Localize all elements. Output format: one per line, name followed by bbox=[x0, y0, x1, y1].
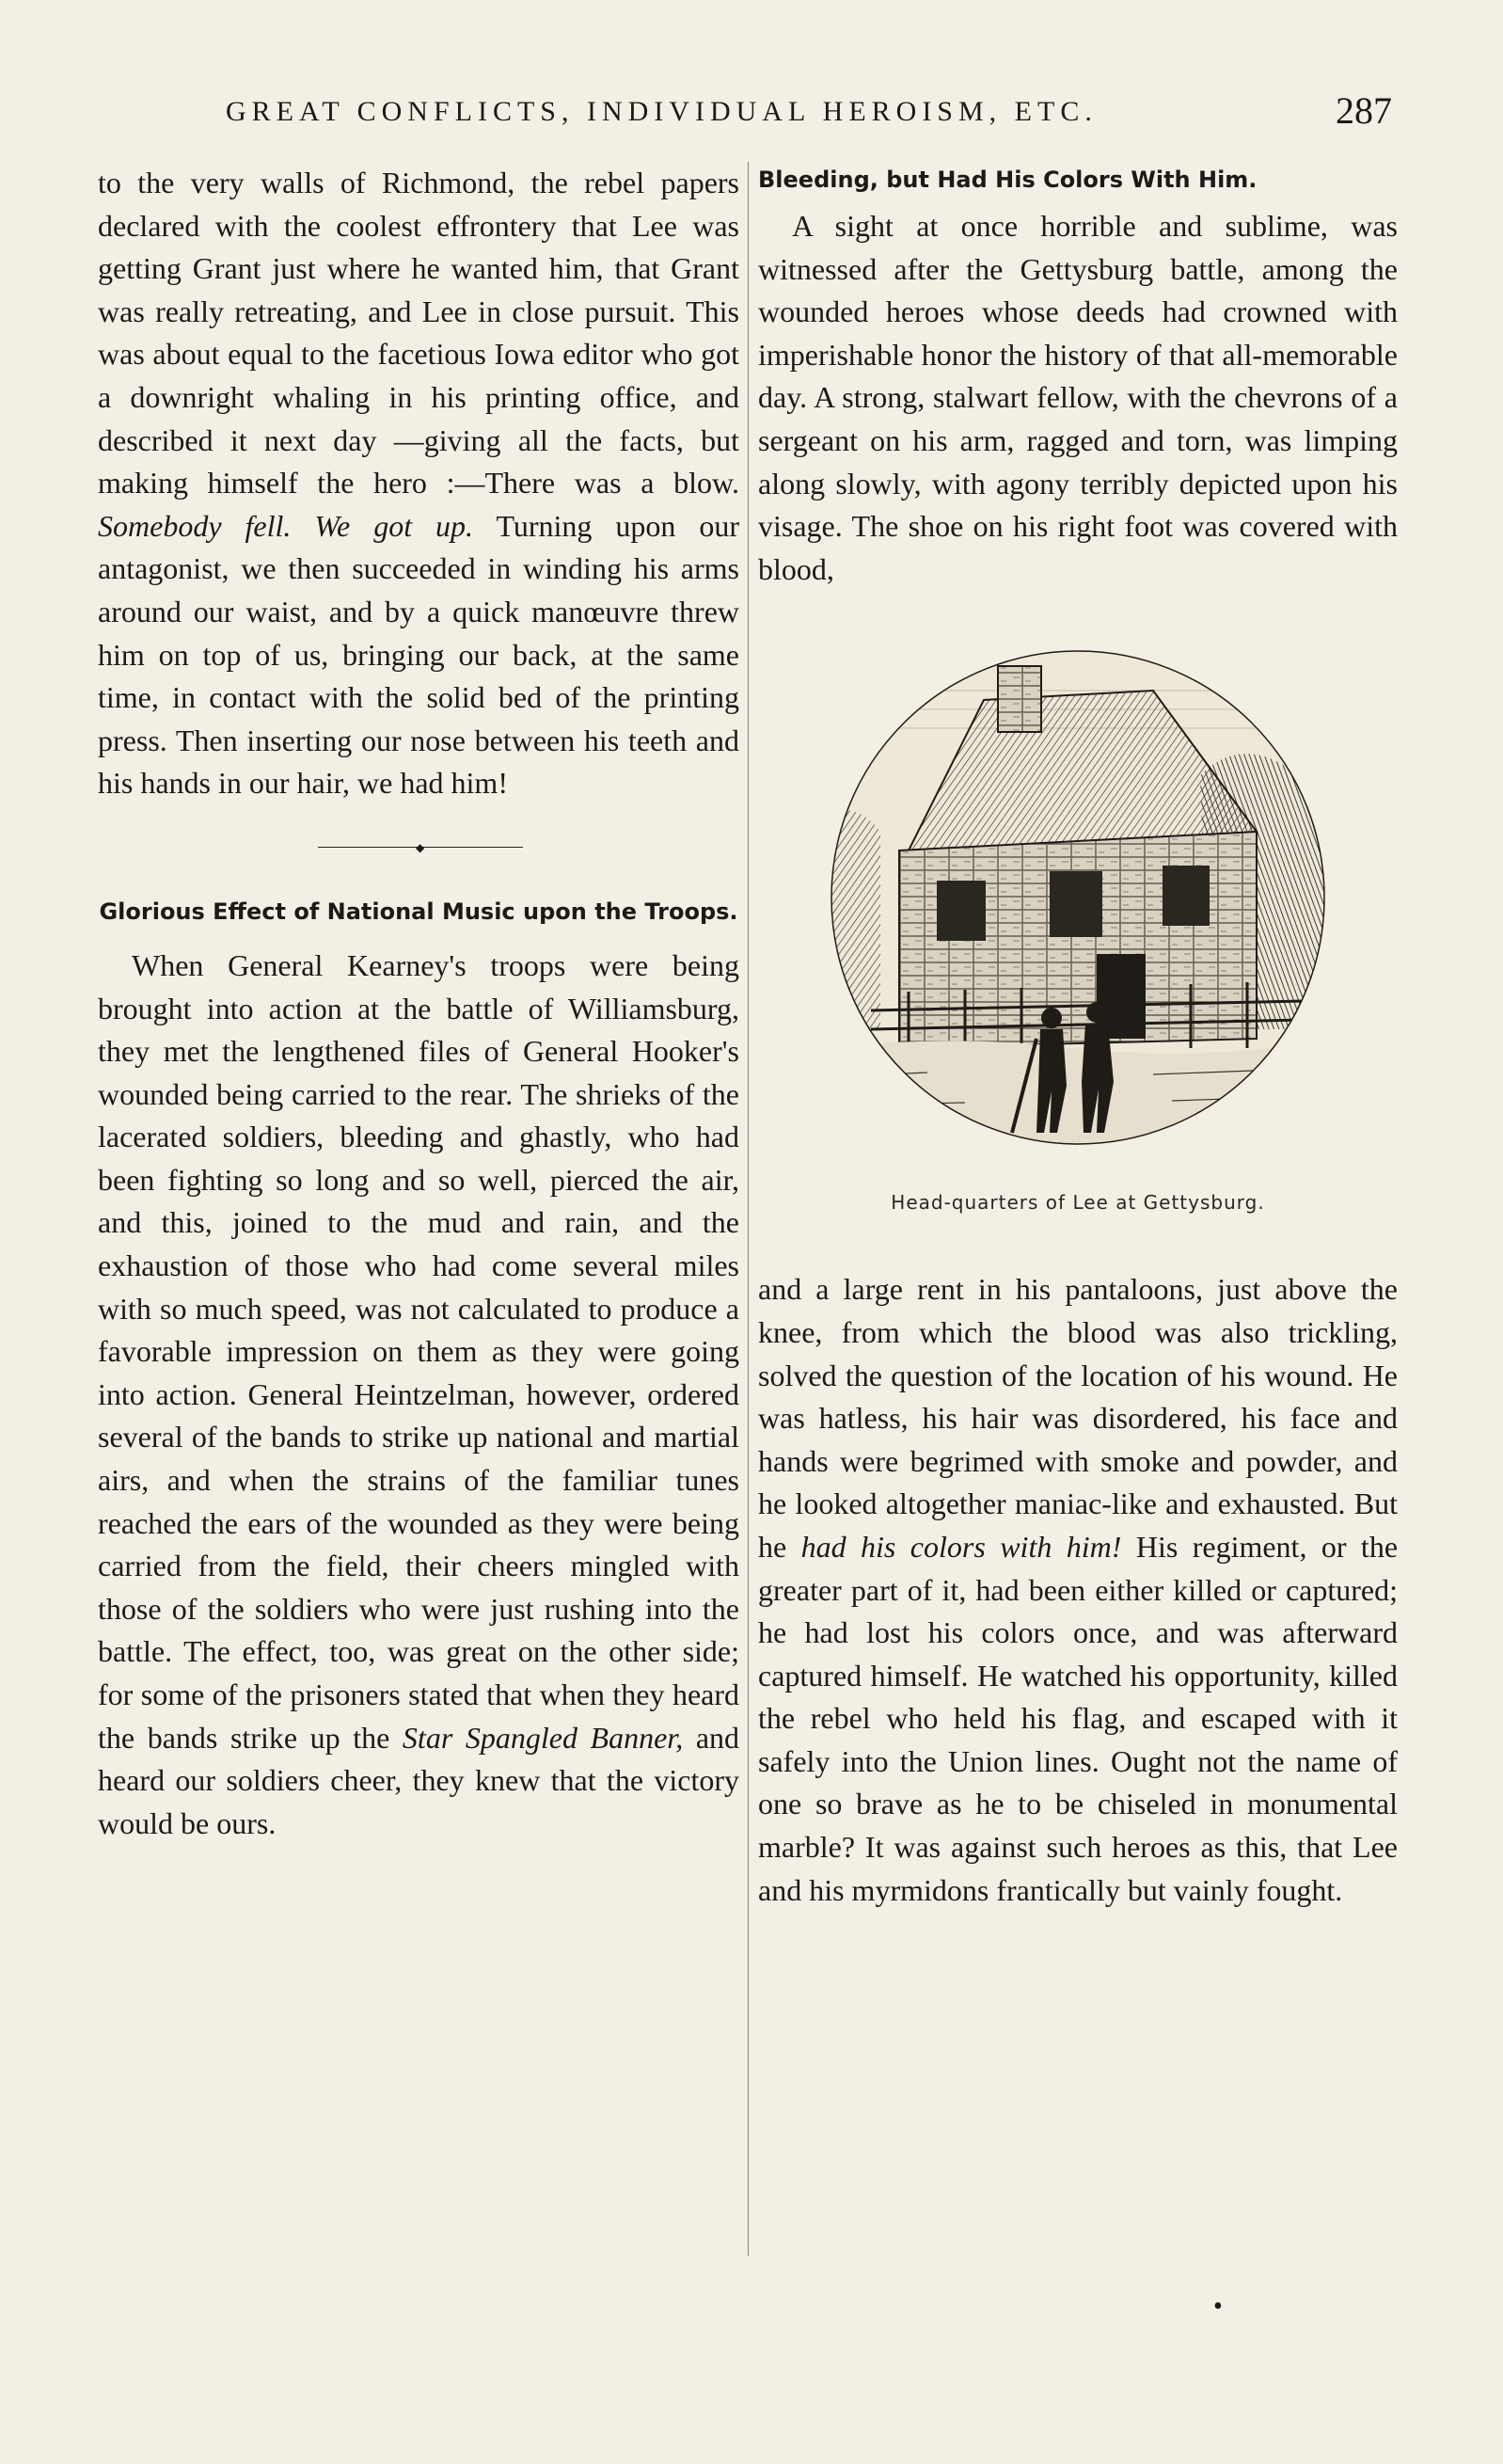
national-music-text-end: and heard our soldiers cheer, they knew that the victory would be ours. bbox=[98, 1720, 740, 1840]
running-head bbox=[226, 90, 1392, 137]
continued-text-start: to the very walls of Richmond, the rebel papers declared with the coolest effrontery that Lee was getting Grant just where he wanted him, that Grant was really retreating, and Lee in close pursuit. This was about equal to the facetious Iowa editor who got a downright whaling in his printing office, and described it next day —giving all the facts, but making himself the hero :—There was a blow. bbox=[98, 166, 739, 501]
section-title-colors: Bleeding, but Had His Colors With Him. bbox=[758, 167, 1258, 193]
colors-text-end: His regiment, or the greater part of it, had been either killed or captured; he had lost his colors once, and was afterward captured himself. He watched his opportunity, killed the rebel who held his flag, and escaped with it safely into the Union lines. Ought not the name of one so brave as he to be chiseled in monumental marble? It was against such heroes as this, that Lee and his myrmidons frantically but vainly fought. bbox=[758, 1529, 1399, 1907]
national-music-text-start: When General Kearney's troops were being brought into action at the battle of Williamsburg, they met the lengthened files of General Hooker's wounded being carried to the rear. The shrieks of the lacerated soldiers, bleeding and ghastly, who had been fighting so long and so well, pierced the air, and this, joined to the mud and rain, and the exhaustion of those who had come several miles with so much speed, was not calculated to produce a favorable impression on them as they were going into action. General Heintzelman, however, ordered several of the bands to strike up national and martial airs, and when the strains of the familiar tunes reached the ears of the wounded as they were being carried from the field, their cheers mingled with those of the soldiers who were just rushing into the battle. The effect, too, was great on the other side; for some of the prisoners stated that when they heard the bands strike up the bbox=[98, 947, 739, 1755]
colors-paragraph-top: A sight at once horrible and sublime, was witnessed after the Gettysburg battle, among the wounded heroes whose deeds had crowned with imperishable honor the history of that all-memorable day. A strong, stalwart fellow, with the chevrons of a sergeant on his arm, ragged and torn, was limping along slowly, with agony terribly depicted upon his visage. The shoe on his right foot was covered with blood, bbox=[758, 209, 1398, 586]
section-ornament bbox=[98, 805, 739, 894]
figure-caption: Head-quarters of Lee at Gettysburg. bbox=[891, 1191, 1265, 1215]
continued-paragraph bbox=[98, 162, 739, 805]
colors-italic-phrase: had his colors with him! bbox=[800, 1529, 1122, 1564]
right-column bbox=[758, 162, 1398, 1912]
section-title-national-music: Glorious Effect of National Music upon the Troops. bbox=[99, 898, 738, 925]
national-music-italic-title: Star Spangled Banner, bbox=[402, 1720, 684, 1755]
continued-text-end: Turning upon our antagonist, we then succeeded in winding his arms around our waist, and by a quick manœuvre threw him on top of us, bringing our back, at the same time, in contact with the solid bed of the printing press. Then inserting our nose between his teeth and his hands in our hair, we had him! bbox=[98, 508, 740, 801]
colors-paragraph-bottom bbox=[758, 1268, 1398, 1912]
colors-text-start: and a large rent in his pantaloons, just above the knee, from which the blood was also trickling, solved the question of the location of his wound. He was hatless, his hair was disordered, his face and hands were begrimed with smoke and powder, and he looked altogether maniac-like and exhausted. But he bbox=[758, 1272, 1398, 1564]
continued-italic-quote: Somebody fell. We got up. bbox=[98, 508, 474, 543]
left-column bbox=[98, 162, 739, 1845]
page-number: 287 bbox=[1336, 89, 1392, 132]
column-divider bbox=[748, 162, 749, 2256]
engraving-figure bbox=[758, 591, 1398, 1268]
ornament-diamond: ◆ bbox=[416, 840, 425, 854]
running-title: GREAT CONFLICTS, INDIVIDUAL HEROISM, ETC. bbox=[226, 96, 1098, 127]
national-music-paragraph bbox=[98, 945, 739, 1845]
lee-headquarters-engraving bbox=[815, 634, 1341, 1161]
stray-ink-mark: • bbox=[1213, 2292, 1223, 2321]
